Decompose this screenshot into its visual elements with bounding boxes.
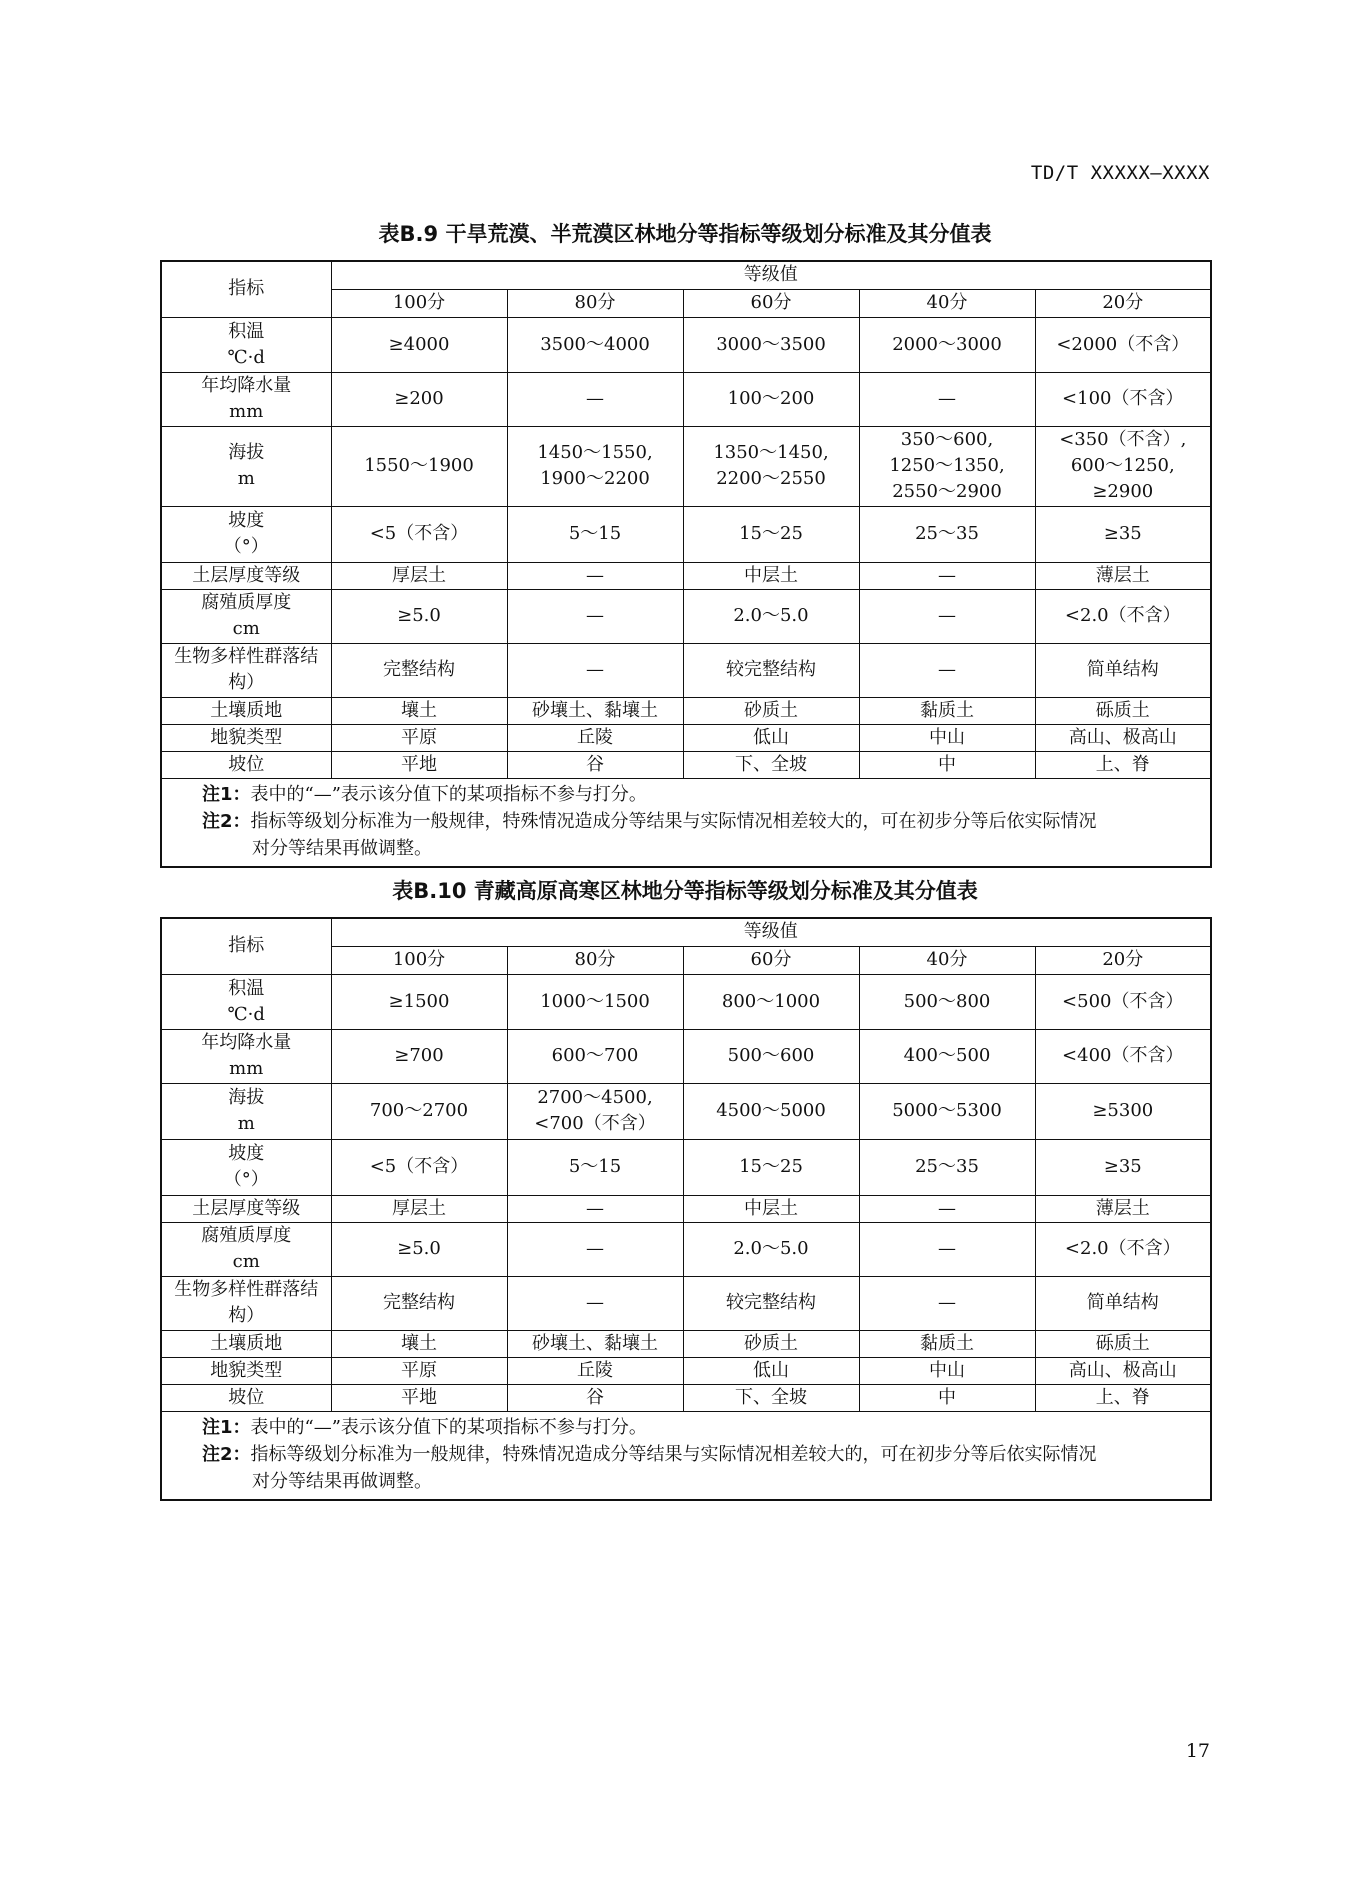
note-line <box>202 1441 1206 1468</box>
value-cell: 较完整结构 <box>683 643 859 697</box>
indicator-header: 指标 <box>161 261 331 317</box>
indicator-label-line: 腐殖质厚度 <box>201 1225 292 1246</box>
table-b10 <box>160 917 1212 1501</box>
value-cell: 黏质土 <box>859 1330 1035 1357</box>
value-cell: 25～35 <box>859 506 1035 562</box>
value-cell: 低山 <box>683 724 859 751</box>
indicator-label-line: mm <box>229 401 264 422</box>
note-prefix: 注2： <box>202 810 251 832</box>
value-cell: 1450～1550, 1900～2200 <box>507 426 683 506</box>
indicator-label-line: 坡度 <box>228 1143 265 1164</box>
value-cell: — <box>507 1195 683 1222</box>
value-cell: 壤土 <box>331 1330 507 1357</box>
value-cell: 5000～5300 <box>859 1083 1035 1139</box>
indicator-label <box>161 562 331 589</box>
score-header: 60分 <box>683 946 859 974</box>
notes-row <box>161 778 1211 867</box>
score-header: 40分 <box>859 946 1035 974</box>
indicator-label-line: 土层厚度等级 <box>192 1197 301 1219</box>
indicator-label-line: 地貌类型 <box>210 1359 283 1381</box>
indicator-label-line: （°） <box>223 1169 269 1190</box>
value-cell: <2000（不含） <box>1035 317 1211 372</box>
indicator-label <box>161 1330 331 1357</box>
indicator-label <box>161 724 331 751</box>
score-header: 20分 <box>1035 289 1211 317</box>
value-cell: 完整结构 <box>331 643 507 697</box>
value-cell: ≥4000 <box>331 317 507 372</box>
note-prefix: 注1： <box>202 783 251 805</box>
value-cell: 高山、极高山 <box>1035 1357 1211 1384</box>
value-cell: 厚层土 <box>331 562 507 589</box>
score-header: 80分 <box>507 289 683 317</box>
value-cell: 砂质土 <box>683 1330 859 1357</box>
score-header: 20分 <box>1035 946 1211 974</box>
value-cell: — <box>859 562 1035 589</box>
value-cell: — <box>507 1276 683 1330</box>
value-cell: 2000～3000 <box>859 317 1035 372</box>
value-cell: 700～2700 <box>331 1083 507 1139</box>
indicator-label <box>161 751 331 778</box>
header-row <box>161 918 1211 946</box>
value-cell: 平地 <box>331 1384 507 1411</box>
value-cell: 3000～3500 <box>683 317 859 372</box>
indicator-label <box>161 1276 331 1330</box>
score-header: 60分 <box>683 289 859 317</box>
page-number: 17 <box>1185 1740 1210 1762</box>
indicator-label <box>161 426 331 506</box>
note-text: 表中的“—”表示该分值下的某项指标不参与打分。 <box>250 1416 647 1438</box>
grade-header: 等级值 <box>331 918 1211 946</box>
table-row <box>161 317 1211 372</box>
indicator-label <box>161 1029 331 1083</box>
indicator-label <box>161 1384 331 1411</box>
table-row <box>161 506 1211 562</box>
value-cell: 400～500 <box>859 1029 1035 1083</box>
value-cell: 平原 <box>331 724 507 751</box>
value-cell: 砂壤土、黏壤土 <box>507 1330 683 1357</box>
value-cell: 5～15 <box>507 1139 683 1195</box>
indicator-label-line: 年均降水量 <box>201 375 292 396</box>
table-row <box>161 1195 1211 1222</box>
value-cell: <2.0（不含） <box>1035 1222 1211 1276</box>
value-cell: — <box>859 1195 1035 1222</box>
table-row <box>161 724 1211 751</box>
table-notes <box>161 1411 1211 1500</box>
value-cell: <350（不含）, 600～1250, ≥2900 <box>1035 426 1211 506</box>
indicator-label-line: 坡位 <box>228 753 265 775</box>
indicator-label-line: （°） <box>223 536 269 557</box>
value-cell: ≥700 <box>331 1029 507 1083</box>
value-cell: 砂壤土、黏壤土 <box>507 697 683 724</box>
value-cell: 15～25 <box>683 1139 859 1195</box>
value-cell: 2.0～5.0 <box>683 589 859 643</box>
value-cell: ≥1500 <box>331 974 507 1029</box>
indicator-label-line: 土壤质地 <box>210 1332 283 1354</box>
note-text: 表中的“—”表示该分值下的某项指标不参与打分。 <box>250 783 647 805</box>
table-row <box>161 1357 1211 1384</box>
value-cell: 丘陵 <box>507 724 683 751</box>
value-cell: 低山 <box>683 1357 859 1384</box>
value-cell: 1550～1900 <box>331 426 507 506</box>
notes-row <box>161 1411 1211 1500</box>
value-cell: 黏质土 <box>859 697 1035 724</box>
value-cell: — <box>859 1222 1035 1276</box>
value-cell: 厚层土 <box>331 1195 507 1222</box>
indicator-label-line: 坡位 <box>228 1386 265 1408</box>
table-b9 <box>160 260 1212 868</box>
table-row <box>161 751 1211 778</box>
value-cell: <5（不含） <box>331 1139 507 1195</box>
value-cell: 2700～4500, <700（不含） <box>507 1083 683 1139</box>
value-cell: 丘陵 <box>507 1357 683 1384</box>
value-cell: <400（不含） <box>1035 1029 1211 1083</box>
table-row <box>161 1384 1211 1411</box>
indicator-label <box>161 317 331 372</box>
value-cell: 下、全坡 <box>683 751 859 778</box>
value-cell: 下、全坡 <box>683 1384 859 1411</box>
table-row <box>161 589 1211 643</box>
table-row <box>161 1276 1211 1330</box>
indicator-label <box>161 697 331 724</box>
value-cell: 中 <box>859 1384 1035 1411</box>
value-cell: — <box>507 562 683 589</box>
indicator-label-line: mm <box>229 1058 264 1079</box>
note-prefix: 注2： <box>202 1443 251 1465</box>
value-cell: 薄层土 <box>1035 1195 1211 1222</box>
indicator-label-line: 构） <box>228 1305 265 1326</box>
note-continuation: 对分等结果再做调整。 <box>252 837 432 859</box>
table-row <box>161 1222 1211 1276</box>
value-cell: 600～700 <box>507 1029 683 1083</box>
value-cell: 壤土 <box>331 697 507 724</box>
value-cell: 100～200 <box>683 372 859 426</box>
value-cell: 4500～5000 <box>683 1083 859 1139</box>
value-cell: 3500～4000 <box>507 317 683 372</box>
indicator-label-line: cm <box>232 1251 260 1272</box>
value-cell: 中山 <box>859 724 1035 751</box>
table-row <box>161 372 1211 426</box>
value-cell: 500～600 <box>683 1029 859 1083</box>
note-line <box>202 1414 1206 1441</box>
value-cell: 1000～1500 <box>507 974 683 1029</box>
note-continuation: 对分等结果再做调整。 <box>252 1470 432 1492</box>
value-cell: 高山、极高山 <box>1035 724 1211 751</box>
note-text: 指标等级划分标准为一般规律，特殊情况造成分等结果与实际情况相差较大的，可在初步分等后依实际情况 <box>250 810 1097 832</box>
value-cell: — <box>507 589 683 643</box>
value-cell: 中层土 <box>683 562 859 589</box>
value-cell: 薄层土 <box>1035 562 1211 589</box>
value-cell: 1350～1450, 2200～2550 <box>683 426 859 506</box>
value-cell: 较完整结构 <box>683 1276 859 1330</box>
indicator-header: 指标 <box>161 918 331 974</box>
indicator-label-line: 海拔 <box>228 442 265 463</box>
value-cell: 中 <box>859 751 1035 778</box>
value-cell: — <box>859 372 1035 426</box>
indicator-label <box>161 506 331 562</box>
value-cell: ≥35 <box>1035 506 1211 562</box>
header-row <box>161 261 1211 289</box>
indicator-label-line: 腐殖质厚度 <box>201 592 292 613</box>
value-cell: 350～600, 1250～1350, 2550～2900 <box>859 426 1035 506</box>
indicator-label-line: 积温 <box>228 320 265 342</box>
table-b9-caption: 表B.9 干旱荒漠、半荒漠区林地分等指标等级划分标准及其分值表 <box>378 222 992 246</box>
indicator-label-line: 生物多样性群落结 <box>174 646 319 667</box>
indicator-label-line: 坡度 <box>228 510 265 531</box>
value-cell: — <box>507 372 683 426</box>
score-header: 100分 <box>331 289 507 317</box>
indicator-label-line: 生物多样性群落结 <box>174 1279 319 1300</box>
score-header: 100分 <box>331 946 507 974</box>
indicator-label <box>161 974 331 1029</box>
indicator-label <box>161 372 331 426</box>
value-cell: 5～15 <box>507 506 683 562</box>
value-cell: 上、脊 <box>1035 751 1211 778</box>
indicator-label-line: 积温 <box>228 977 265 999</box>
indicator-label-line: 构） <box>228 672 265 693</box>
table-row <box>161 1330 1211 1357</box>
indicator-label-line: 地貌类型 <box>210 726 283 748</box>
value-cell: — <box>507 1222 683 1276</box>
indicator-label-line: 海拔 <box>228 1087 265 1108</box>
value-cell: ≥5300 <box>1035 1083 1211 1139</box>
indicator-label <box>161 1083 331 1139</box>
table-row <box>161 426 1211 506</box>
indicator-label <box>161 1222 331 1276</box>
value-cell: 简单结构 <box>1035 643 1211 697</box>
value-cell: ≥5.0 <box>331 1222 507 1276</box>
value-cell: 25～35 <box>859 1139 1035 1195</box>
indicator-label-line: m <box>237 1113 255 1134</box>
table-row <box>161 1083 1211 1139</box>
indicator-label-line: 土壤质地 <box>210 699 283 721</box>
indicator-label <box>161 643 331 697</box>
indicator-label-line: ℃·d <box>227 346 265 368</box>
indicator-label-line: m <box>237 468 255 489</box>
note-text: 指标等级划分标准为一般规律，特殊情况造成分等结果与实际情况相差较大的，可在初步分等后依实际情况 <box>250 1443 1097 1465</box>
value-cell: 砾质土 <box>1035 1330 1211 1357</box>
value-cell: 砾质土 <box>1035 697 1211 724</box>
value-cell: — <box>507 643 683 697</box>
value-cell: ≥35 <box>1035 1139 1211 1195</box>
value-cell: 砂质土 <box>683 697 859 724</box>
score-header: 80分 <box>507 946 683 974</box>
value-cell: 中层土 <box>683 1195 859 1222</box>
value-cell: 平原 <box>331 1357 507 1384</box>
indicator-label-line: ℃·d <box>227 1003 265 1025</box>
table-row <box>161 1029 1211 1083</box>
value-cell: 15～25 <box>683 506 859 562</box>
table-b10-caption: 表B.10 青藏高原高寒区林地分等指标等级划分标准及其分值表 <box>392 879 978 903</box>
table-row <box>161 562 1211 589</box>
table-row <box>161 697 1211 724</box>
value-cell: <500（不含） <box>1035 974 1211 1029</box>
value-cell: ≥200 <box>331 372 507 426</box>
indicator-label-line: 年均降水量 <box>201 1032 292 1053</box>
table-row <box>161 974 1211 1029</box>
value-cell: — <box>859 643 1035 697</box>
score-header: 40分 <box>859 289 1035 317</box>
value-cell: <5（不含） <box>331 506 507 562</box>
value-cell: — <box>859 589 1035 643</box>
indicator-label <box>161 1195 331 1222</box>
note-line <box>202 781 1206 808</box>
note-line <box>202 808 1206 835</box>
value-cell: 800～1000 <box>683 974 859 1029</box>
table-row <box>161 1139 1211 1195</box>
indicator-label-line: 土层厚度等级 <box>192 564 301 586</box>
document-code: TD/T XXXXX—XXXX <box>1030 162 1210 184</box>
value-cell: <100（不含） <box>1035 372 1211 426</box>
table-notes <box>161 778 1211 867</box>
value-cell: 简单结构 <box>1035 1276 1211 1330</box>
indicator-label <box>161 1139 331 1195</box>
value-cell: 上、脊 <box>1035 1384 1211 1411</box>
value-cell: 500～800 <box>859 974 1035 1029</box>
value-cell: 2.0～5.0 <box>683 1222 859 1276</box>
value-cell: 谷 <box>507 751 683 778</box>
value-cell: ≥5.0 <box>331 589 507 643</box>
grade-header: 等级值 <box>331 261 1211 289</box>
value-cell: 谷 <box>507 1384 683 1411</box>
indicator-label-line: cm <box>232 618 260 639</box>
value-cell: 中山 <box>859 1357 1035 1384</box>
note-prefix: 注1： <box>202 1416 251 1438</box>
value-cell: 平地 <box>331 751 507 778</box>
indicator-label <box>161 589 331 643</box>
indicator-label <box>161 1357 331 1384</box>
value-cell: — <box>859 1276 1035 1330</box>
table-row <box>161 643 1211 697</box>
value-cell: 完整结构 <box>331 1276 507 1330</box>
value-cell: <2.0（不含） <box>1035 589 1211 643</box>
